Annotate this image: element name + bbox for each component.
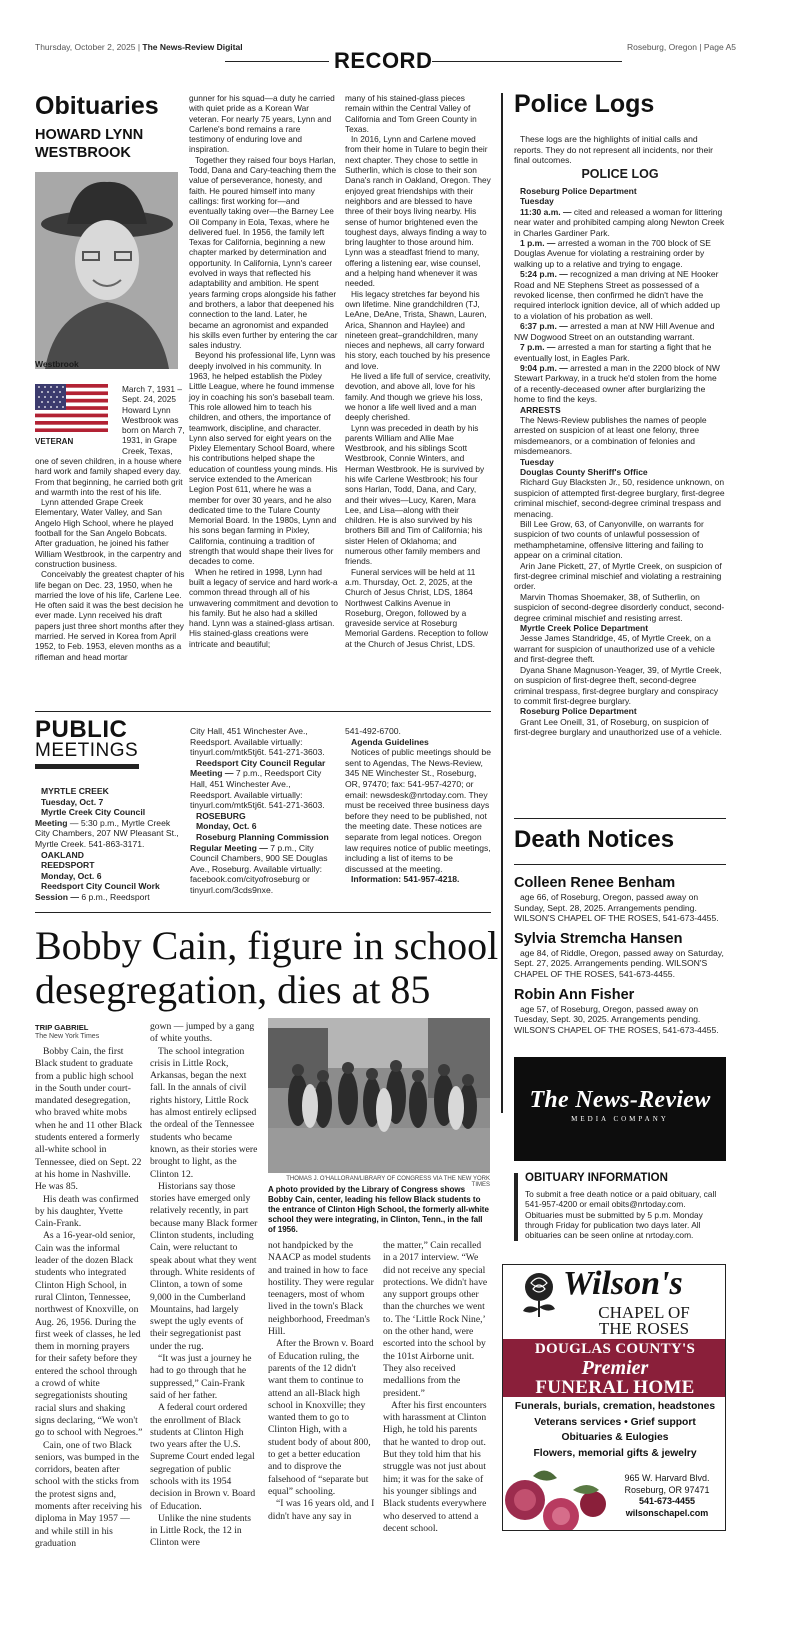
obit-column-2 — [189, 93, 338, 649]
veteran-label: VETERAN — [35, 437, 74, 446]
wilsons-service-line: Flowers, memorial gifts & jewelry — [533, 1447, 697, 1459]
wilsons-contact — [609, 1473, 725, 1519]
arrest-entry: Grant Lee Oneill, 31, of Roseburg, on suspicion of first-degree burglary and unauthorized use of a vehicle. — [514, 716, 722, 738]
story-paragraph: After the Brown v. Board of Education ruling, the parents of the 12 didn't want them to continue to attend an all-Black high school in Knoxville; they wanted them to go to Clinton High, with a student body of about 800, to get a better education and to disprove the falsehood of “separate but equal” schooling. — [268, 1338, 374, 1497]
police-log-entry: 1 p.m. — arrested a woman in the 700 block of SE Douglas Avenue for violating a restraining order by walking up to a relative and trying to engage. — [514, 238, 711, 269]
obit-column-3 — [345, 93, 491, 649]
obituary-info-title: OBITUARY INFORMATION — [525, 1172, 668, 1184]
wilsons-chapel-line2: THE ROSES — [598, 1319, 690, 1338]
story-paragraph: Bobby Cain, the first Black student to graduate from a public high school in the South under court-mandated desegregation, who braved white mobs when he and 11 other Black students entered a formerly all-white school in Tennessee, died on Sept. 22 at his home in Nashville. He was 85. — [35, 1046, 143, 1193]
story-paragraph: The school integration crisis in Little Rock, Arkansas, began the next fall. In the annals of civil rights history, Little Rock has almost entirely eclipsed the ordeal of the Tennessee students who became known, as their stories were brought to light, as the Clinton 12. — [150, 1045, 258, 1180]
obit-paragraph: Together they raised four boys Harlan, Todd, Dana and Cary-teaching them the value of perseverance, honesty, and faith. He poured himself into many callings: first working for—and eventually taking over—the Barney Lee Oil Company in Eola, Texas, where he delivered fuel. In 1956, the family left Texas for California, beginning a new chapter marked by determination and opportunity. In California, Lynn's career evolved in ways that reflected his adaptability and ambition. He spent years farming crops alongside his father and brothers, a labor that deepened his connection to the land. Later, he became an agronomist and expanded his skills even further by entering the car sales industry. — [189, 154, 338, 351]
wilsons-service-line: Veterans services • Grief support — [534, 1416, 696, 1428]
public-meetings-heading-2: MEETINGS — [35, 740, 139, 761]
arrests-heading: ARRESTS — [520, 404, 561, 415]
meeting-day: Monday, Oct. 6 — [41, 870, 102, 881]
masthead-date: Thursday, October 2, 2025 — [35, 42, 136, 52]
wilsons-service-line: Funerals, burials, cremation, headstones — [514, 1401, 716, 1412]
meeting-entry: Roseburg Planning Commission Regular Meeting — 7 p.m., City Council Chambers, 900 SE Douglas Ave., Roseburg. Available virtually: facebook.com/cityofroseburg or tinyurl.com/3cds9nxe. — [190, 831, 329, 895]
story-column-4 — [383, 1240, 490, 1535]
wilsons-address-line: 965 W. Harvard Blvd. — [624, 1473, 710, 1483]
section-title: RECORD — [334, 48, 433, 73]
meetings-column-2 — [190, 726, 334, 896]
police-day-heading: Tuesday — [520, 196, 554, 207]
police-log-entry: 7 p.m. — arrested a man for starting a fight that he eventually lost, in Eagles Park. — [514, 342, 712, 363]
wilsons-phone: 541-673-4455 — [638, 1496, 696, 1506]
masthead-date-line: Thursday, October 2, 2025 | The News-Review Digital — [35, 42, 243, 52]
obit-name-line1: HOWARD LYNN — [35, 127, 144, 143]
obit-paragraph: In 2016, Lynn and Carlene moved from their home in Tulare to begin their next chapter. They chose to settle in Sutherlin, which is close to their son Dana's ranch in Oakland, Oregon. They enjoyed great friendships with their neighbors and are blessed to have three of their boys living nearby. His sense of humor brightened even the toughest days, always finding a way to bring laughter to those around him. Lynn was a steadfast friend to many, offering a listening ear, wise counsel, and a helping hand whenever it was needed. — [345, 134, 491, 289]
wilsons-service-line: Obituaries & Eulogies — [561, 1432, 669, 1443]
story-photo-caption: A photo provided by the Library of Congress shows Bobby Cain, center, leading his fellow Black students to the entrance of Clinton High School, the formerly all-white school they were integrating, in Clinton, Tenn., in the fall of 1956. — [268, 1185, 489, 1234]
meeting-city: OAKLAND — [41, 849, 84, 860]
obit-paragraph: Beyond his professional life, Lynn was deeply involved in his community. In 1963, he helped establish the Pixley Little League, where he found immense joy in coaching his son's baseball team. This role allowed him to teach his children, and others, the importance of teamwork, discipline, and character. Lynn also served for eight years on the Pixley Elementary School Board, where his contributions helped shape the education of countless young minds. His service extended to the American Legion Post 611, where he was a member for over 30 years, and he also dedicated time to the Tulare County Memorial Board. In the 1980s, Lynn and his sons began farming in Pixley, California, continuing a tradition of strength that would shape their lives for decades to come. — [189, 350, 338, 567]
story-paragraph: As a 16-year-old senior, Cain was the informal leader of the dozen Black students who integrated Clinton High School, in rural Clinton, Tennessee, northwest of Knoxville, on Aug. 26, 1956. During the first week of classes, he led them in morning prayers for their safety before they entered the school through a crowd of white segregationists shouting racial slurs and shaking signs declaring, “We won't go to school with Negroes.” — [35, 1230, 143, 1439]
story-column-2 — [150, 1021, 260, 1550]
story-col2-continuation: gown — jumped by a gang of white youths. — [150, 1021, 255, 1045]
obit-photo-caption: Westbrook — [35, 359, 79, 369]
death-notice-text: age 57, of Roseburg, Oregon, passed away on Tuesday, Sept. 30, 2025. Arrangements pending. WILSON'S CHAPEL OF THE ROSES, 541-673-4455. — [514, 1003, 719, 1035]
story-paragraph: “I was 16 years old, and I didn't have any say in — [268, 1498, 375, 1522]
police-dept-heading: Douglas County Sheriff's Office — [520, 466, 648, 477]
wilsons-funeral-home: FUNERAL HOME — [535, 1377, 695, 1398]
obit-dates-paragraph: March 7, 1931 – Sept. 24, 2025 Howard Lynn Westbrook was born on March 7, 1931, in Grape Creek, Texas, — [122, 384, 185, 456]
meeting-city: ROSEBURG — [196, 810, 246, 821]
agenda-guidelines-heading: Agenda Guidelines — [351, 736, 429, 747]
arrest-entry: Richard Guy Blacksten Jr., 50, residence unknown, on suspicion of attempted first-degree burglary, first-degree criminal mischief, second-degree criminal trespass and menacing. — [514, 477, 725, 519]
obit-paragraph: Lynn attended Grape Creek Elementary, Water Valley, and San Angelo High School, where he played football for the San Angelo Bobcats. After graduation, he joined his father William Westbrook, in the carpentry and construction business. — [35, 497, 182, 569]
meeting-day: Monday, Oct. 6 — [196, 821, 257, 832]
arrest-entry: Marvin Thomas Shoemaker, 38, of Sutherlin, on suspicion of second-degree disorderly conduct, second-degree criminal mischief and resisting arrest. — [514, 591, 725, 623]
police-dept-heading: Roseburg Police Department — [520, 186, 637, 196]
wilsons-premier: Premier — [581, 1357, 649, 1379]
story-photo-credit: THOMAS J. O'HALLORAN/LIBRARY OF CONGRESS VIA THE NEW YORK TIMES — [286, 1176, 490, 1188]
death-notice-name: Sylvia Stremcha Hansen — [514, 930, 683, 947]
obituaries-heading: Obituaries — [35, 92, 159, 120]
obit-column-1 — [35, 456, 185, 662]
story-paragraph: Historians say those stories have emerged only relatively recently, in part because many Black former Clinton students, including Cain, were reluctant to speak about what they went through. White residents of Clinton, a town of some 9,000 in the Cumberland Mountains, had largely swept the ugly events of their segregationist past under the rug. — [150, 1180, 258, 1352]
story-paragraph: His death was confirmed by his daughter, Yvette Cain-Frank. — [35, 1193, 139, 1230]
wilsons-banner — [503, 1339, 726, 1397]
story-paragraph: “It was just a journey he had to go through that he suppressed,” Cain-Frank said of her father. — [150, 1353, 252, 1401]
meeting-entry: Myrtle Creek City Council Meeting — 5:30 p.m., Myrtle Creek City Chambers, 207 NW Pleasant St., Myrtle Creek. 541-863-3171. — [35, 807, 179, 849]
story-byline: TRIP GABRIEL — [35, 1023, 89, 1032]
death-notice — [514, 930, 726, 980]
police-log-entry: 9:04 p.m. — arrested a man in the 2200 block of NW Stewart Parkway, in a truck he'd stolen from the home of a recently-deceased owner after burglarizing the home to find the keys. — [514, 362, 720, 405]
wilsons-chapel-line1: CHAPEL OF — [598, 1303, 690, 1322]
wilsons-address-line: Roseburg, OR 97471 — [624, 1484, 710, 1495]
obit-paragraph: Lynn was preceded in death by his parents William and Allie Mae Westbrook, and his siblings Scott Westbrook, Connie Winters, and Herman Westbrook. He is survived by his wife Carlene Westbrook; his four sons Harlan, Todd, Dana, and Cary, and their wives—Lucy, Karen, Mara Lee, and Lisa—along with their children. He is also survived by his brothers Bill and Tim of California; his sister Helen of Oklahoma; and numerous other family members and friends. — [345, 422, 485, 567]
obit-name-line2: WESTBROOK — [35, 145, 131, 161]
police-log-entry: 11:30 a.m. — cited and released a woman for littering near water and prohibited camping along Newton Creek in Charles Gardiner Park. — [514, 206, 725, 238]
police-dept-heading: Roseburg Police Department — [520, 706, 637, 717]
arrest-entry: Bill Lee Grow, 63, of Canyonville, on warrants for suspicion of two counts of unlawful possession of methamphetamine, offensive littering and failing to appear on a criminal citation. — [514, 519, 704, 561]
death-notice — [514, 874, 726, 924]
obituary-info-text: To submit a free death notice or a paid obituary, call 541-957-4200 or email obits@nrtoday.com. Obituaries must be submitted by 5 p.m. Monday through Friday for publication two days later. All obituaries can be seen online at nrtoday.com. — [525, 1189, 717, 1241]
story-byline-org: The New York Times — [35, 1033, 100, 1040]
obit-paragraph: Funeral services will be held at 11 a.m. Thursday, Oct. 2, 2025, at the Church of Jesus Christ, LDS, 1864 Northwest Calkins Avenue in Roseburg, Oregon, followed by a graveside service at Roseburg Memorial Gardens. Reception to follow at the Church of Jesus Christ, LDS. — [345, 566, 488, 649]
meeting-entry: Reedsport City Council Work Session — 6 p.m., Reedsport — [35, 881, 160, 902]
police-logs-intro: These logs are the highlights of initial calls and reports. They do not represent all incidents, nor their final outcomes. — [514, 134, 714, 165]
wilsons-county: DOUGLAS COUNTY'S — [534, 1341, 696, 1357]
meeting-city: REEDSPORT — [41, 860, 95, 871]
news-review-logo — [514, 1057, 726, 1161]
obit-paragraph: He lived a life full of service, creativity, devotion, and above all, love for his family. And though we grieve his loss, we honor a life well lived and a man deeply cherished. — [345, 371, 491, 423]
police-dept-heading: Myrtle Creek Police Department — [520, 623, 649, 634]
obit-name — [35, 126, 143, 162]
meetings-column-1 — [35, 786, 179, 903]
story-paragraph: Unlike the nine students in Little Rock, the 12 in Clinton were — [150, 1512, 251, 1549]
story-paragraph: After his first encounters with harassment at Clinton High, he told his parents that he wanted to drop out. But they told him that his struggle was not just about him; it was for the sake of his younger siblings and Black students everywhere who deserved to attend a decent school. — [383, 1399, 487, 1534]
story-column-3 — [268, 1240, 375, 1523]
story-col4-continuation: the matter,” Cain recalled in a 2017 interview. “We did not receive any special protections. We didn't have any support groups other than the churches we went to. The ‘Little Rock Nine,’ on the other hand, were escorted into the school by the 101st Airborne unit. They also received medallions from the president.” — [383, 1240, 488, 1399]
story-paragraph: Cain, one of two Black seniors, was bumped in the corridors, beaten after school with the sticks from the protest signs and, moments after receiving his diploma in May 1957 — and while still in his graduation — [35, 1439, 142, 1549]
page-number: Page A5 — [703, 42, 737, 52]
police-log-body — [514, 186, 726, 738]
police-log-title: POLICE LOG — [581, 167, 659, 181]
arrest-entry: Jesse James Standridge, 45, of Myrtle Creek, on a warrant for suspicion of unauthorized use of a vehicle and first-degree theft. — [514, 633, 715, 665]
death-notices-heading: Death Notices — [514, 826, 675, 853]
police-day-heading: Tuesday — [520, 456, 554, 467]
obit-paragraph: Conceivably the greatest chapter of his life began on Dec. 23, 1950, when he married the love of his life, Carlene Lee. He often said it was the best decision he ever made. Lynn received his draft papers just three short months after they married. He served in Korea from April 1952, to Feb. 1953, eleven months as a rifleman and head mortar — [35, 569, 185, 662]
meetings-information-line: Information: 541-957-4218. — [351, 874, 460, 885]
police-log-entry: 6:37 p.m. — arrested a man at NW Hill Avenue and NW Dogwood Street on an outstanding warrant. — [514, 321, 715, 342]
police-logs-heading: Police Logs — [514, 90, 655, 118]
meeting-continuation: 541-492-6700. — [345, 726, 401, 736]
meeting-continuation: City Hall, 451 Winchester Ave., Reedsport. Available virtually: tinyurl.com/mtk5tj6t. 541-271-3603. — [190, 726, 325, 758]
wilsons-chapel-ad — [502, 1264, 726, 1531]
death-notices-list — [514, 874, 726, 1035]
masthead-location-page: Roseburg, Oregon | Page A5 — [627, 42, 737, 52]
story-col3-continuation: not handpicked by the NAACP as model students and trained in how to face hostility. They were regular teenagers, most of whom lived in the town's Black neighborhood, Freedman's Hill. — [268, 1240, 374, 1338]
news-review-logo-name: The News-Review — [529, 1087, 711, 1113]
american-flag-icon — [35, 384, 108, 432]
public-meetings-heading-1: PUBLIC — [35, 716, 128, 743]
news-review-logo-sub: MEDIA COMPANY — [571, 1115, 669, 1123]
story-column-1 — [35, 1046, 143, 1550]
agenda-guidelines-text: Notices of public meetings should be sent to Agendas, The News-Review, 345 NE Winchester St., Roseburg, OR, 97470; fax: 541-957-4270; or email: newsdesk@nrtoday.com. They must be received three business days before they need to be published, not the meeting date. These notices are separate from legal notices. Oregon law requires notice of public meetings, including a list of items to be discussed at the meeting. — [345, 747, 491, 874]
obit-paragraph: His legacy stretches far beyond his own lifetime. Nine grandchildren (TJ, LeAne, DeAne, Trista, Shawn, Lauren, Arica, Shannon and Haylee) and nineteen great–grandchildren, many nieces and nephews, all carry forward his story, each touched by his presence and love. — [345, 288, 491, 371]
meeting-city: MYRTLE CREEK — [41, 786, 109, 796]
death-notice — [514, 986, 726, 1036]
wilsons-website[interactable]: wilsonschapel.com — [625, 1507, 709, 1518]
masthead-publication: The News-Review Digital — [142, 42, 243, 52]
wilsons-services — [503, 1399, 726, 1461]
meeting-day: Tuesday, Oct. 7 — [41, 796, 104, 807]
wilsons-name: Wilson's — [563, 1265, 683, 1302]
rose-icon — [515, 1269, 563, 1319]
death-notice-name: Robin Ann Fisher — [514, 986, 635, 1003]
meeting-entry: Reedsport City Council Regular Meeting — 7 p.m., Reedsport City Hall, 451 Winchester Ave., Reedsport. Available virtually: tinyurl.com/mtk5tj6t. 541-271-3603. — [190, 757, 326, 811]
meetings-column-3 — [345, 726, 491, 885]
obit-col1-continuation: one of seven children, in a house where hard work and family shaped every day. From that beginning, he carried both grit and warmth into the rest of his life. — [35, 456, 183, 497]
story-headline: Bobby Cain, figure in school desegregation, dies at 85 — [35, 923, 499, 1012]
death-notice-text: age 84, of Riddle, Oregon, passed away on Saturday, Sept. 27, 2025. Arrangements pending. WILSON'S CHAPEL OF THE ROSES, 541-673-4455. — [514, 947, 724, 979]
story-photo — [268, 1018, 490, 1173]
obit-portrait-photo — [35, 172, 178, 369]
obit-col2-continuation: gunner for his squad—a duty he carried with quiet pride as a Korean War veteran. For nearly 75 years, Lynn and Carlene's bond remains a rare testimony of enduring love and inspiration. — [189, 93, 335, 155]
arrest-entry: Dyana Shane Magnuson-Yeager, 39, of Myrtle Creek, on suspicion of first-degree theft, second-degree criminal trespass, first-degree burglary and conspiracy to commit first-degree burglary. — [514, 664, 722, 706]
arrest-entry: Arin Jane Pickett, 27, of Myrtle Creek, on suspicion of first-degree criminal mischief and violating a restraining order. — [514, 560, 722, 592]
death-notice-name: Colleen Renee Benham — [514, 875, 676, 891]
story-paragraph: A federal court ordered the enrollment of Black students at Clinton High two years after the U.S. Supreme Court ended legal segregation of public schools with its 1954 decision in Brown v. Board of Education. — [150, 1402, 256, 1512]
obit-paragraph: When he retired in 1998, Lynn had built a legacy of service and hard work-a common thread through all of his unwavering commitment and devotion to his family. But he also had a skilled hand. Lynn was a stained-glass artisan. His stained-glass creations were intricate and beautiful; — [189, 566, 338, 649]
roses-decoration-icon — [503, 1460, 625, 1531]
death-notice-text: age 66, of Roseburg, Oregon, passed away on Sunday, Sept. 28, 2025. Arrangements pending. WILSON'S CHAPEL OF THE ROSES, 541-673-4455. — [514, 892, 719, 924]
masthead-location: Roseburg, Oregon — [627, 42, 697, 52]
obit-col3-continuation: many of his stained-glass pieces remain within the Central Valley of California and Tom Green County in Texas. — [345, 93, 477, 134]
arrests-intro: The News-Review publishes the names of people arrested on suspicion of at least one felony, three misdemeanors, or a combination of felonies and misdemeanors. — [514, 414, 707, 457]
police-log-entry: 5:24 p.m. — recognized a man driving at NE Hooker Road and NE Stephens Street as possessed of a revoked license, then confirmed he didn't have the required interlock ignition device, all of which added up to a violation of his probation as well. — [514, 269, 721, 321]
